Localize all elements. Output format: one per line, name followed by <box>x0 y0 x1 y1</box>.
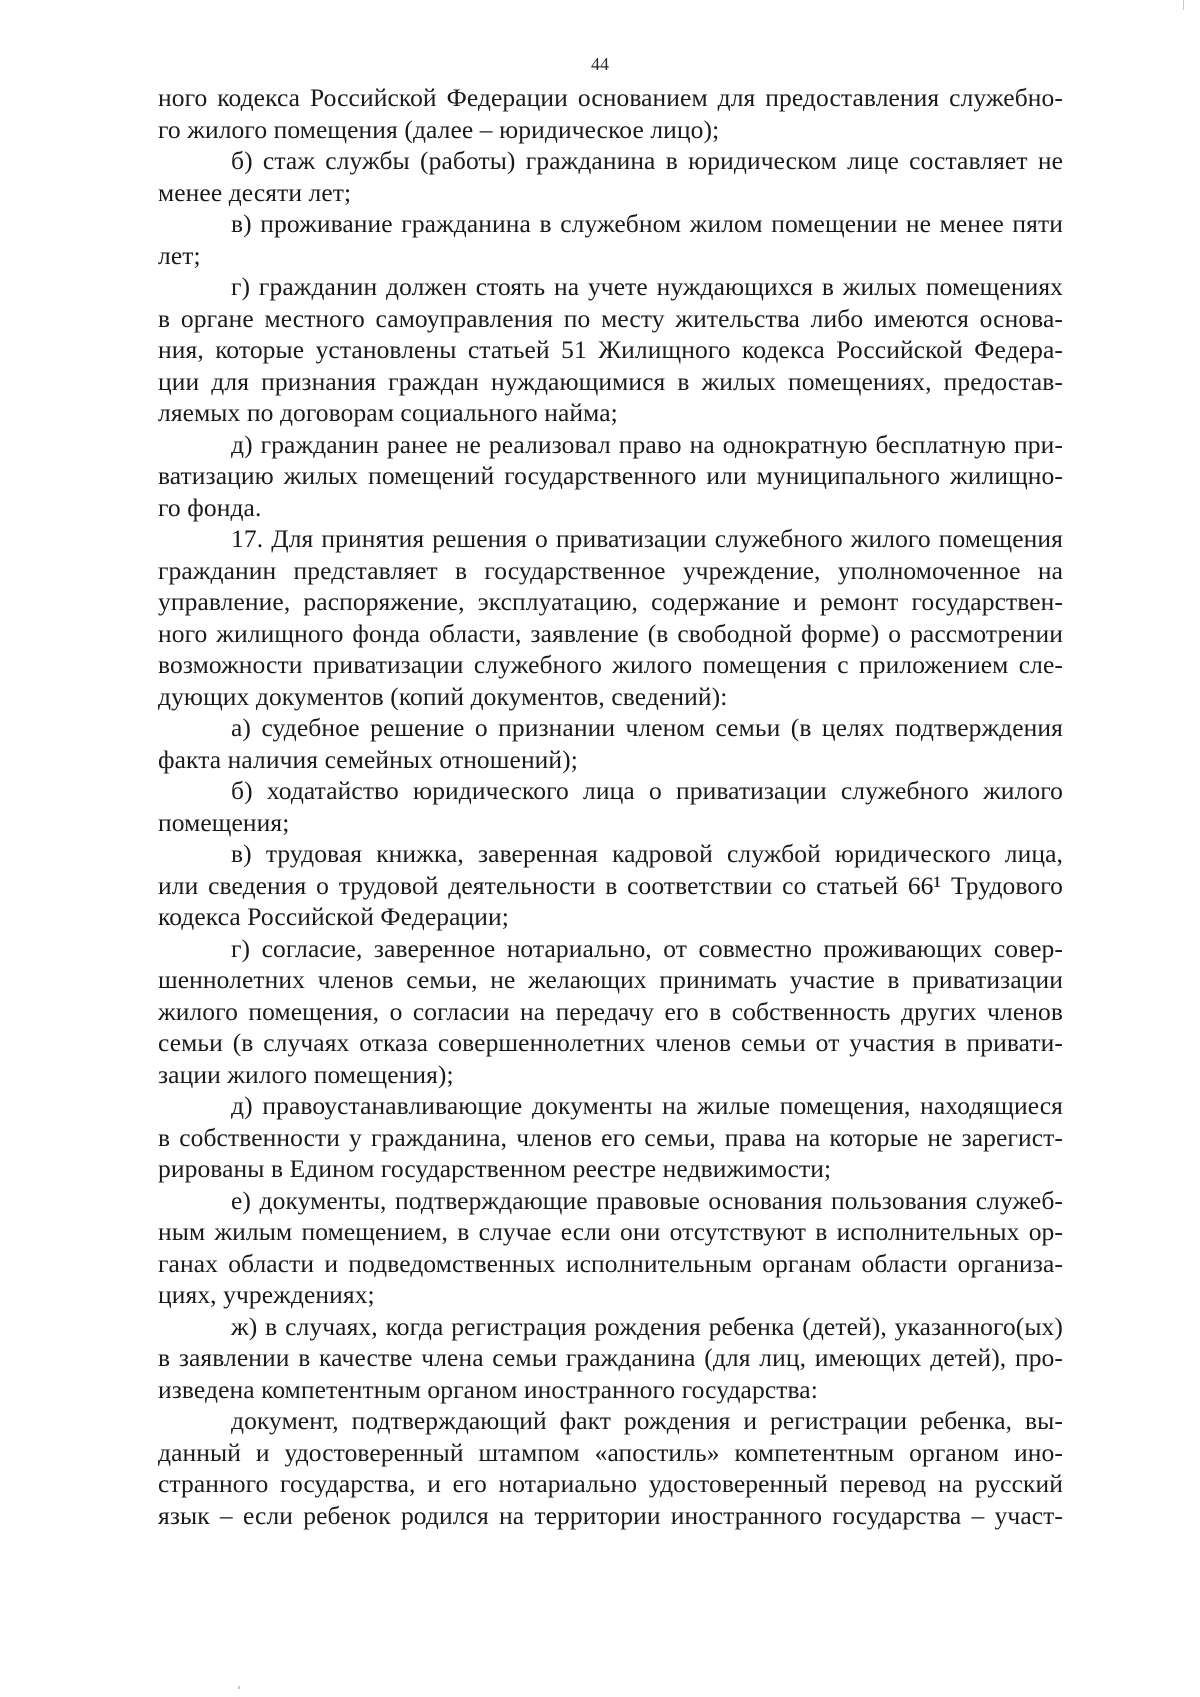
text-line: в собственности у гражданина, членов его семьи, права на которые не зарегист- <box>158 1122 1063 1152</box>
paragraph <box>158 712 1063 775</box>
text-line: в) проживание гражданина в служебном жилом помещении не менее пяти <box>231 209 1063 238</box>
text-line: помещения; <box>158 807 290 837</box>
text-line: ляемых по договорам социального найма; <box>158 398 618 427</box>
text-line: кодекса Российской Федерации; <box>158 902 509 931</box>
text-line: циях, учреждениях; <box>158 1280 375 1309</box>
text-line: го фонда. <box>158 492 262 522</box>
text-line: б) ходатайство юридического лица о приватизации служебного жилого <box>231 776 1063 805</box>
paragraph <box>158 429 1063 524</box>
paragraph <box>158 1405 1063 1531</box>
text-line: а) судебное решение о признании членом семьи (в целях подтверждения <box>231 713 1063 742</box>
text-line: ным жилым помещением, в случае если они отсутствуют в исполнительных ор- <box>158 1217 1063 1246</box>
text-line: ного кодекса Российской Федерации основанием для предоставления служебно- <box>158 83 1063 112</box>
scan-artifact <box>238 1686 240 1689</box>
text-line: е) документы, подтверждающие правовые основания пользования служеб- <box>231 1185 1063 1215</box>
text-line: в) трудовая книжка, заверенная кадровой службой юридического лица, <box>231 839 1063 868</box>
text-line: г) гражданин должен стоять на учете нуждающихся в жилых помещениях <box>231 272 1063 301</box>
text-line: лет; <box>158 240 201 270</box>
paragraph <box>158 1311 1063 1406</box>
text-line: менее десяти лет; <box>158 177 352 207</box>
text-line: ного жилищного фонда области, заявление (в свободной форме) о рассмотрении <box>158 618 1063 648</box>
text-line: ж) в случаях, когда регистрация рождения ребенка (детей), указанного(ых) <box>231 1311 1063 1341</box>
text-line: дующих документов (копий документов, сведений): <box>158 681 728 711</box>
paragraph <box>158 1090 1063 1185</box>
text-line: жилого помещения, о согласии на передачу его в собственность других членов <box>158 996 1063 1026</box>
text-line: изведена компетентным органом иностранного государства: <box>158 1374 818 1404</box>
text-line: гражданин представляет в государственное учреждение, уполномоченное на <box>158 555 1063 585</box>
paragraph <box>158 1185 1063 1311</box>
text-line: странного государства, и его нотариально удостоверенный перевод на русский <box>158 1469 1063 1498</box>
text-line: факта наличия семейных отношений); <box>158 744 578 774</box>
text-line: г) согласие, заверенное нотариально, от совместно проживающих совер- <box>231 933 1063 963</box>
text-line: в заявлении в качестве члена семьи гражданина (для лиц, имеющих детей), про- <box>158 1343 1063 1372</box>
paragraph <box>158 775 1063 838</box>
page-number: 44 <box>591 54 609 74</box>
paragraph <box>158 208 1063 271</box>
paragraph <box>158 838 1063 933</box>
text-line: данный и удостоверенный штампом «апостиль» компетентным органом ино- <box>158 1437 1063 1467</box>
text-line: в органе местного самоуправления по месту жительства либо имеются основа- <box>158 303 1063 333</box>
text-line: семьи (в случаях отказа совершеннолетних членов семьи от участия в привати- <box>158 1028 1063 1057</box>
text-line: ния, которые установлены статьей 51 Жилищного кодекса Российской Федера- <box>158 335 1063 364</box>
text-line: возможности приватизации служебного жилого помещения с приложением сле- <box>158 650 1063 679</box>
text-line: документ, подтверждающий факт рождения и регистрации ребенка, вы- <box>231 1406 1063 1435</box>
text-line: б) стаж службы (работы) гражданина в юридическом лице составляет не <box>231 146 1063 175</box>
paragraph <box>158 145 1063 208</box>
text-line: зации жилого помещения); <box>158 1059 454 1089</box>
text-line: управление, распоряжение, эксплуатацию, содержание и ремонт государствен- <box>158 587 1063 616</box>
text-line: го жилого помещения (далее – юридическое лицо); <box>158 114 720 144</box>
paragraph <box>158 82 1063 145</box>
paragraph <box>158 271 1063 429</box>
text-line: ции для признания граждан нуждающимися в жилых помещениях, предостав- <box>158 366 1063 396</box>
text-line: д) правоустанавливающие документы на жилые помещения, находящиеся <box>231 1091 1063 1120</box>
document-body <box>158 82 1063 1531</box>
text-line: ватизацию жилых помещений государственного или муниципального жилищно- <box>158 461 1063 490</box>
paragraph <box>158 933 1063 1091</box>
text-line: д) гражданин ранее не реализовал право на однократную бесплатную при- <box>231 429 1063 459</box>
paragraph <box>158 523 1063 712</box>
text-line: 17. Для принятия решения о приватизации служебного жилого помещения <box>231 524 1063 553</box>
text-line: или сведения о трудовой деятельности в соответствии со статьей 66¹ Трудового <box>158 870 1063 900</box>
text-line: язык – если ребенок родился на территории иностранного государства – участ- <box>158 1500 1063 1530</box>
text-line: рированы в Едином государственном реестре недвижимости; <box>158 1154 832 1183</box>
scan-artifact <box>1183 0 1184 10</box>
text-line: шеннолетних членов семьи, не желающих принимать участие в приватизации <box>158 965 1063 994</box>
text-line: ганах области и подведомственных исполнительным органам области организа- <box>158 1248 1063 1278</box>
